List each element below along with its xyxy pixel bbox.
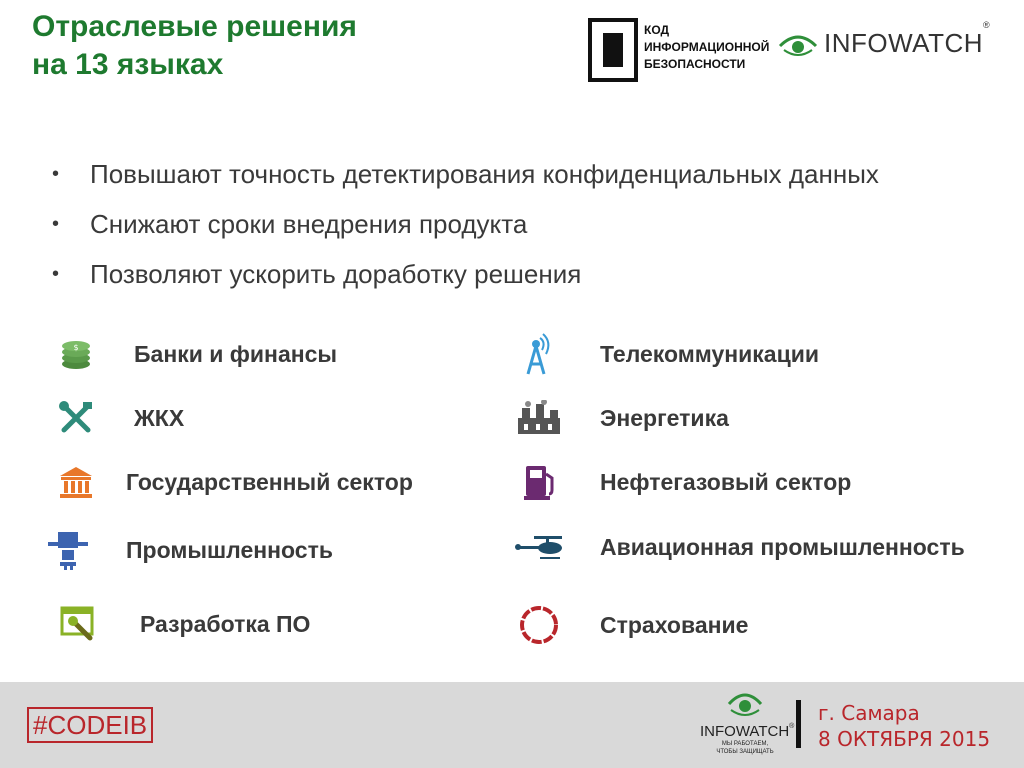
page-title-line2: на 13 языках — [32, 48, 224, 81]
industry-label: ЖКХ — [134, 404, 185, 431]
industry-banks — [58, 336, 337, 372]
infowatch-logo-name: INFOWATCH® — [824, 20, 991, 58]
industry-insurance — [518, 604, 748, 646]
industry-label: Разработка ПО — [140, 610, 311, 637]
page-title — [32, 8, 357, 84]
svg-text:$: $ — [73, 343, 79, 352]
footer-infowatch-logo — [700, 690, 795, 756]
event-date: 8 ОКТЯБРЯ 2015 — [818, 727, 991, 751]
industry-label: Страхование — [600, 611, 749, 638]
event-city: г. Самара — [818, 701, 920, 725]
industry-housing — [58, 400, 184, 436]
industry-label: Банки и финансы — [134, 340, 338, 367]
industry-label: Нефтегазовый сектор — [600, 468, 852, 495]
industry-label: Энергетика — [600, 404, 729, 431]
industry-label: Государственный сектор — [126, 468, 413, 495]
footer-slogan-line2: ЧТОБЫ ЗАЩИЩАТЬ — [716, 749, 774, 755]
footer-logo-name: INFOWATCH® — [700, 723, 795, 740]
coins-icon — [58, 336, 94, 372]
insurance-ring-icon — [518, 604, 560, 646]
power-plant-icon — [514, 400, 564, 436]
hashtag-label: #CODEIB — [27, 707, 153, 743]
list-item: • Повышают точность детектирования конфиденциальных данных — [52, 159, 879, 189]
eye-icon — [727, 690, 763, 720]
industry-telecom — [518, 332, 819, 376]
kod-logo-line1: КОД — [644, 23, 670, 37]
industry-label: Промышленность — [126, 536, 333, 563]
government-building-icon — [58, 464, 94, 500]
kod-logo-line2: ИНФОРМАЦИОННОЙ — [644, 40, 770, 54]
list-item: • Снижают сроки внедрения продукта — [52, 209, 528, 239]
antenna-icon — [518, 332, 554, 376]
helicopter-icon — [514, 532, 564, 562]
footer-slogan-line1: МЫ РАБОТАЕМ, — [721, 741, 769, 747]
software-dev-icon — [60, 606, 98, 642]
industry-aviation — [514, 532, 965, 562]
industry-software — [60, 606, 310, 642]
footer-divider — [796, 700, 801, 748]
industry-oilgas — [522, 462, 851, 502]
industry-energy — [514, 400, 729, 436]
industrial-robot-icon — [46, 528, 90, 572]
tools-icon — [58, 400, 94, 436]
fuel-pump-icon — [522, 462, 558, 502]
kod-logo-text — [644, 22, 769, 73]
event-info — [818, 700, 990, 752]
list-item: • Позволяют ускорить доработку решения — [52, 259, 582, 289]
benefits-list — [52, 152, 879, 302]
industry-manufacturing — [46, 528, 333, 572]
industry-label: Авиационная промышленность — [600, 533, 965, 560]
infowatch-logo — [778, 20, 991, 59]
page-title-line1: Отраслевые решения — [32, 10, 357, 43]
industry-government — [58, 464, 413, 500]
eye-icon — [778, 30, 818, 58]
kod-logo-icon — [588, 18, 638, 82]
kod-logo-line3: БЕЗОПАСНОСТИ — [644, 57, 746, 71]
industry-label: Телекоммуникации — [600, 340, 820, 367]
